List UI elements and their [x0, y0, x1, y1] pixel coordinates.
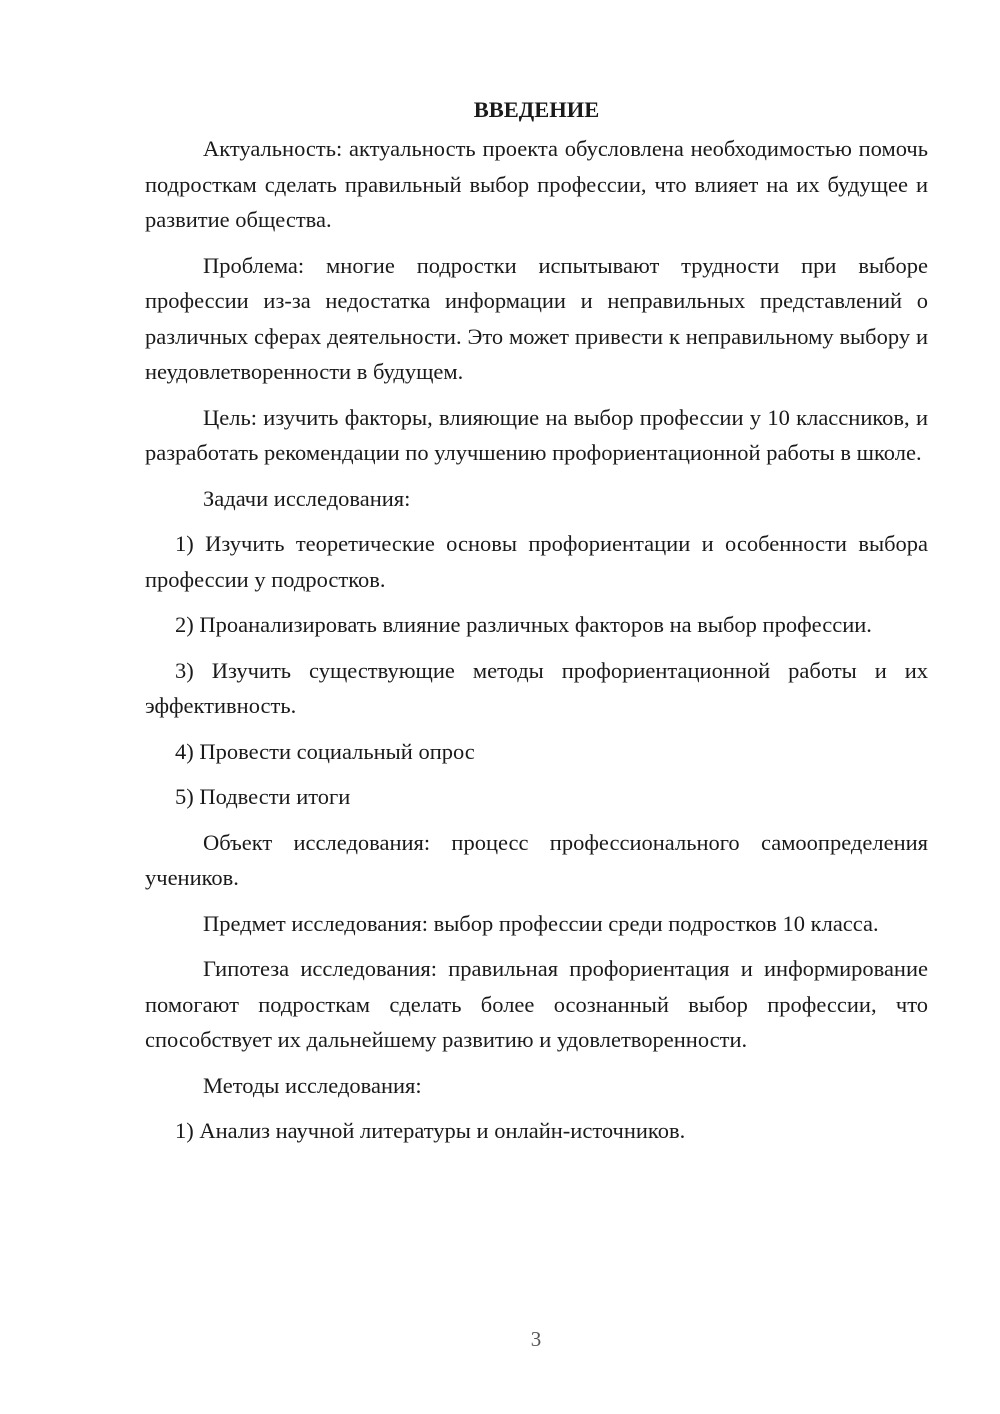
method-item-1: 1) Анализ научной литературы и онлайн-источников.: [175, 1118, 686, 1143]
task-item-1: 1) Изучить теоретические основы профориентации и особенности выбора профессии у подростков.: [145, 531, 928, 592]
paragraph-hypothesis: Гипотеза исследования: правильная профориентация и информирование помогают подросткам сделать более осознанный выбор профессии, что способствует их дальнейшему развитию и удовлетворенности.: [145, 956, 928, 1052]
document-page: [145, 92, 928, 1159]
task-item-4: 4) Провести социальный опрос: [175, 738, 475, 764]
paragraph-goal: Цель: изучить факторы, влияющие на выбор профессии у 10 классников, и разработать рекомендации по улучшению профориентационной работы в школе.: [145, 404, 928, 465]
paragraph-object: Объект исследования: процесс профессионального самоопределения учеников.: [145, 829, 928, 890]
task-item-3: 3) Изучить существующие методы профориентационной работы и их эффективность.: [145, 657, 928, 718]
paragraph-methods-heading: Методы исследования:: [203, 1072, 422, 1098]
task-item-2: 2) Проанализировать влияние различных факторов на выбор профессии.: [175, 612, 872, 637]
paragraph-relevance: Актуальность: актуальность проекта обусловлена необходимостью помочь подросткам сделать правильный выбор профессии, что влияет на их будущее и развитие общества.: [145, 136, 928, 232]
page-title: ВВЕДЕНИЕ: [473, 97, 600, 122]
task-item-5: 5) Подвести итоги: [175, 784, 351, 809]
paragraph-tasks-heading: Задачи исследования:: [203, 485, 411, 511]
page-number: 3: [530, 1327, 542, 1351]
paragraph-problem: Проблема: многие подростки испытывают трудности при выборе профессии из-за недостатка информации и неправильных представлений о различных сферах деятельности. Это может привести к неправильному выбору и неудовлетворенности в будущем.: [145, 252, 928, 384]
paragraph-subject: Предмет исследования: выбор профессии среди подростков 10 класса.: [203, 910, 879, 936]
